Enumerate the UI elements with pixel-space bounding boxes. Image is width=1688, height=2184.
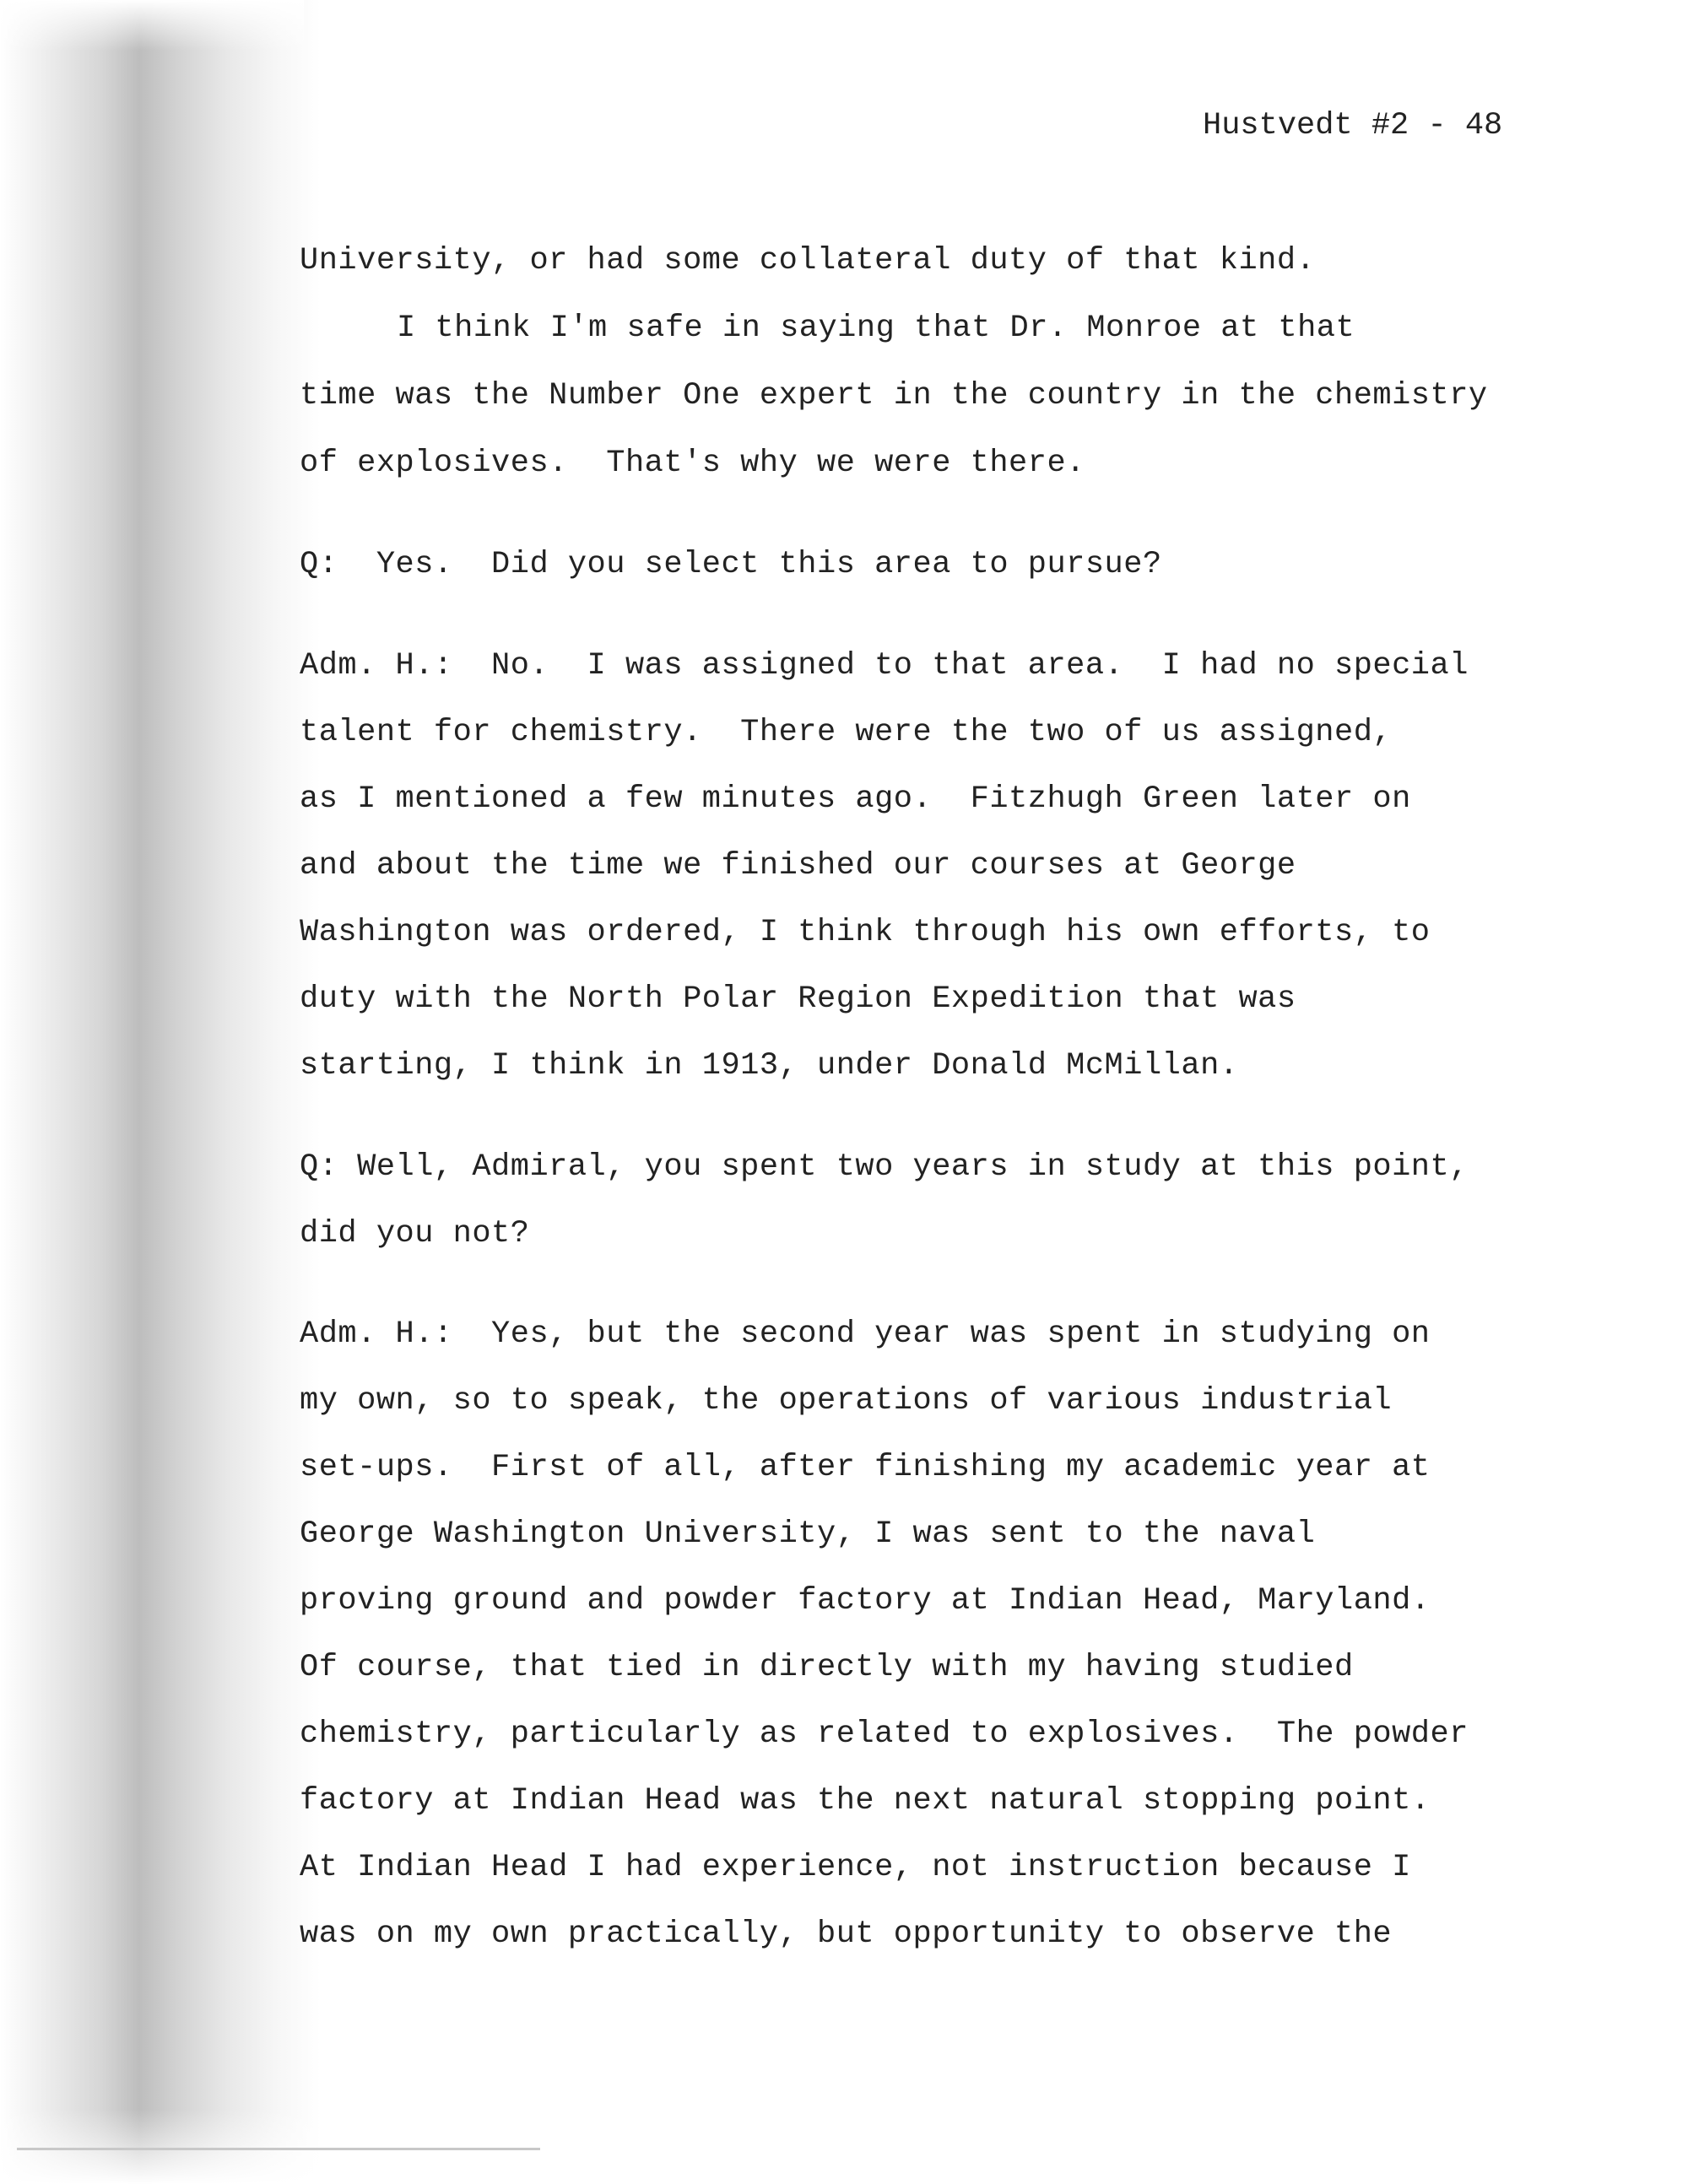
text-line: duty with the North Polar Region Expedition that was	[300, 981, 1296, 1017]
question-line: Q: Well, Admiral, you spent two years in study at this point,	[300, 1149, 1469, 1185]
gutter-top-fade	[0, 0, 304, 51]
answer-line: Adm. H.: No. I was assigned to that area. I had no special	[300, 648, 1469, 684]
text-line: proving ground and powder factory at Indian Head, Maryland.	[300, 1583, 1431, 1619]
text-line: chemistry, particularly as related to explosives. The powder	[300, 1716, 1469, 1752]
gutter-bottom-fade	[0, 2110, 540, 2184]
text-line: as I mentioned a few minutes ago. Fitzhugh Green later on	[300, 781, 1411, 817]
question-line: Q: Yes. Did you select this area to pursue?	[300, 547, 1162, 582]
text-line: time was the Number One expert in the country in the chemistry	[300, 378, 1488, 414]
text-line: talent for chemistry. There were the two of us assigned,	[300, 715, 1393, 750]
text-line: Of course, that tied in directly with my having studied	[300, 1650, 1354, 1685]
page-header: Hustvedt #2 - 48	[1203, 108, 1503, 143]
text-line: was on my own practically, but opportunity to observe the	[300, 1916, 1393, 1952]
text-line: starting, I think in 1913, under Donald McMillan.	[300, 1048, 1239, 1084]
text-line: At Indian Head I had experience, not instruction because I	[300, 1850, 1411, 1885]
page-bottom-edge	[17, 2148, 540, 2150]
text-line: University, or had some collateral duty of that kind.	[300, 243, 1316, 278]
binding-gutter-shadow	[0, 0, 321, 2184]
text-line: did you not?	[300, 1216, 530, 1251]
text-line: and about the time we finished our courses at George	[300, 848, 1296, 884]
text-line: my own, so to speak, the operations of various industrial	[300, 1383, 1393, 1419]
text-line: of explosives. That's why we were there.	[300, 446, 1085, 481]
text-line: set-ups. First of all, after finishing my academic year at	[300, 1450, 1431, 1485]
text-line: factory at Indian Head was the next natural stopping point.	[300, 1783, 1431, 1819]
text-line: I think I'm safe in saying that Dr. Monroe at that	[397, 311, 1355, 346]
text-line: George Washington University, I was sent to the naval	[300, 1516, 1316, 1552]
text-line: Washington was ordered, I think through his own efforts, to	[300, 915, 1431, 950]
answer-line: Adm. H.: Yes, but the second year was spent in studying on	[300, 1316, 1431, 1352]
